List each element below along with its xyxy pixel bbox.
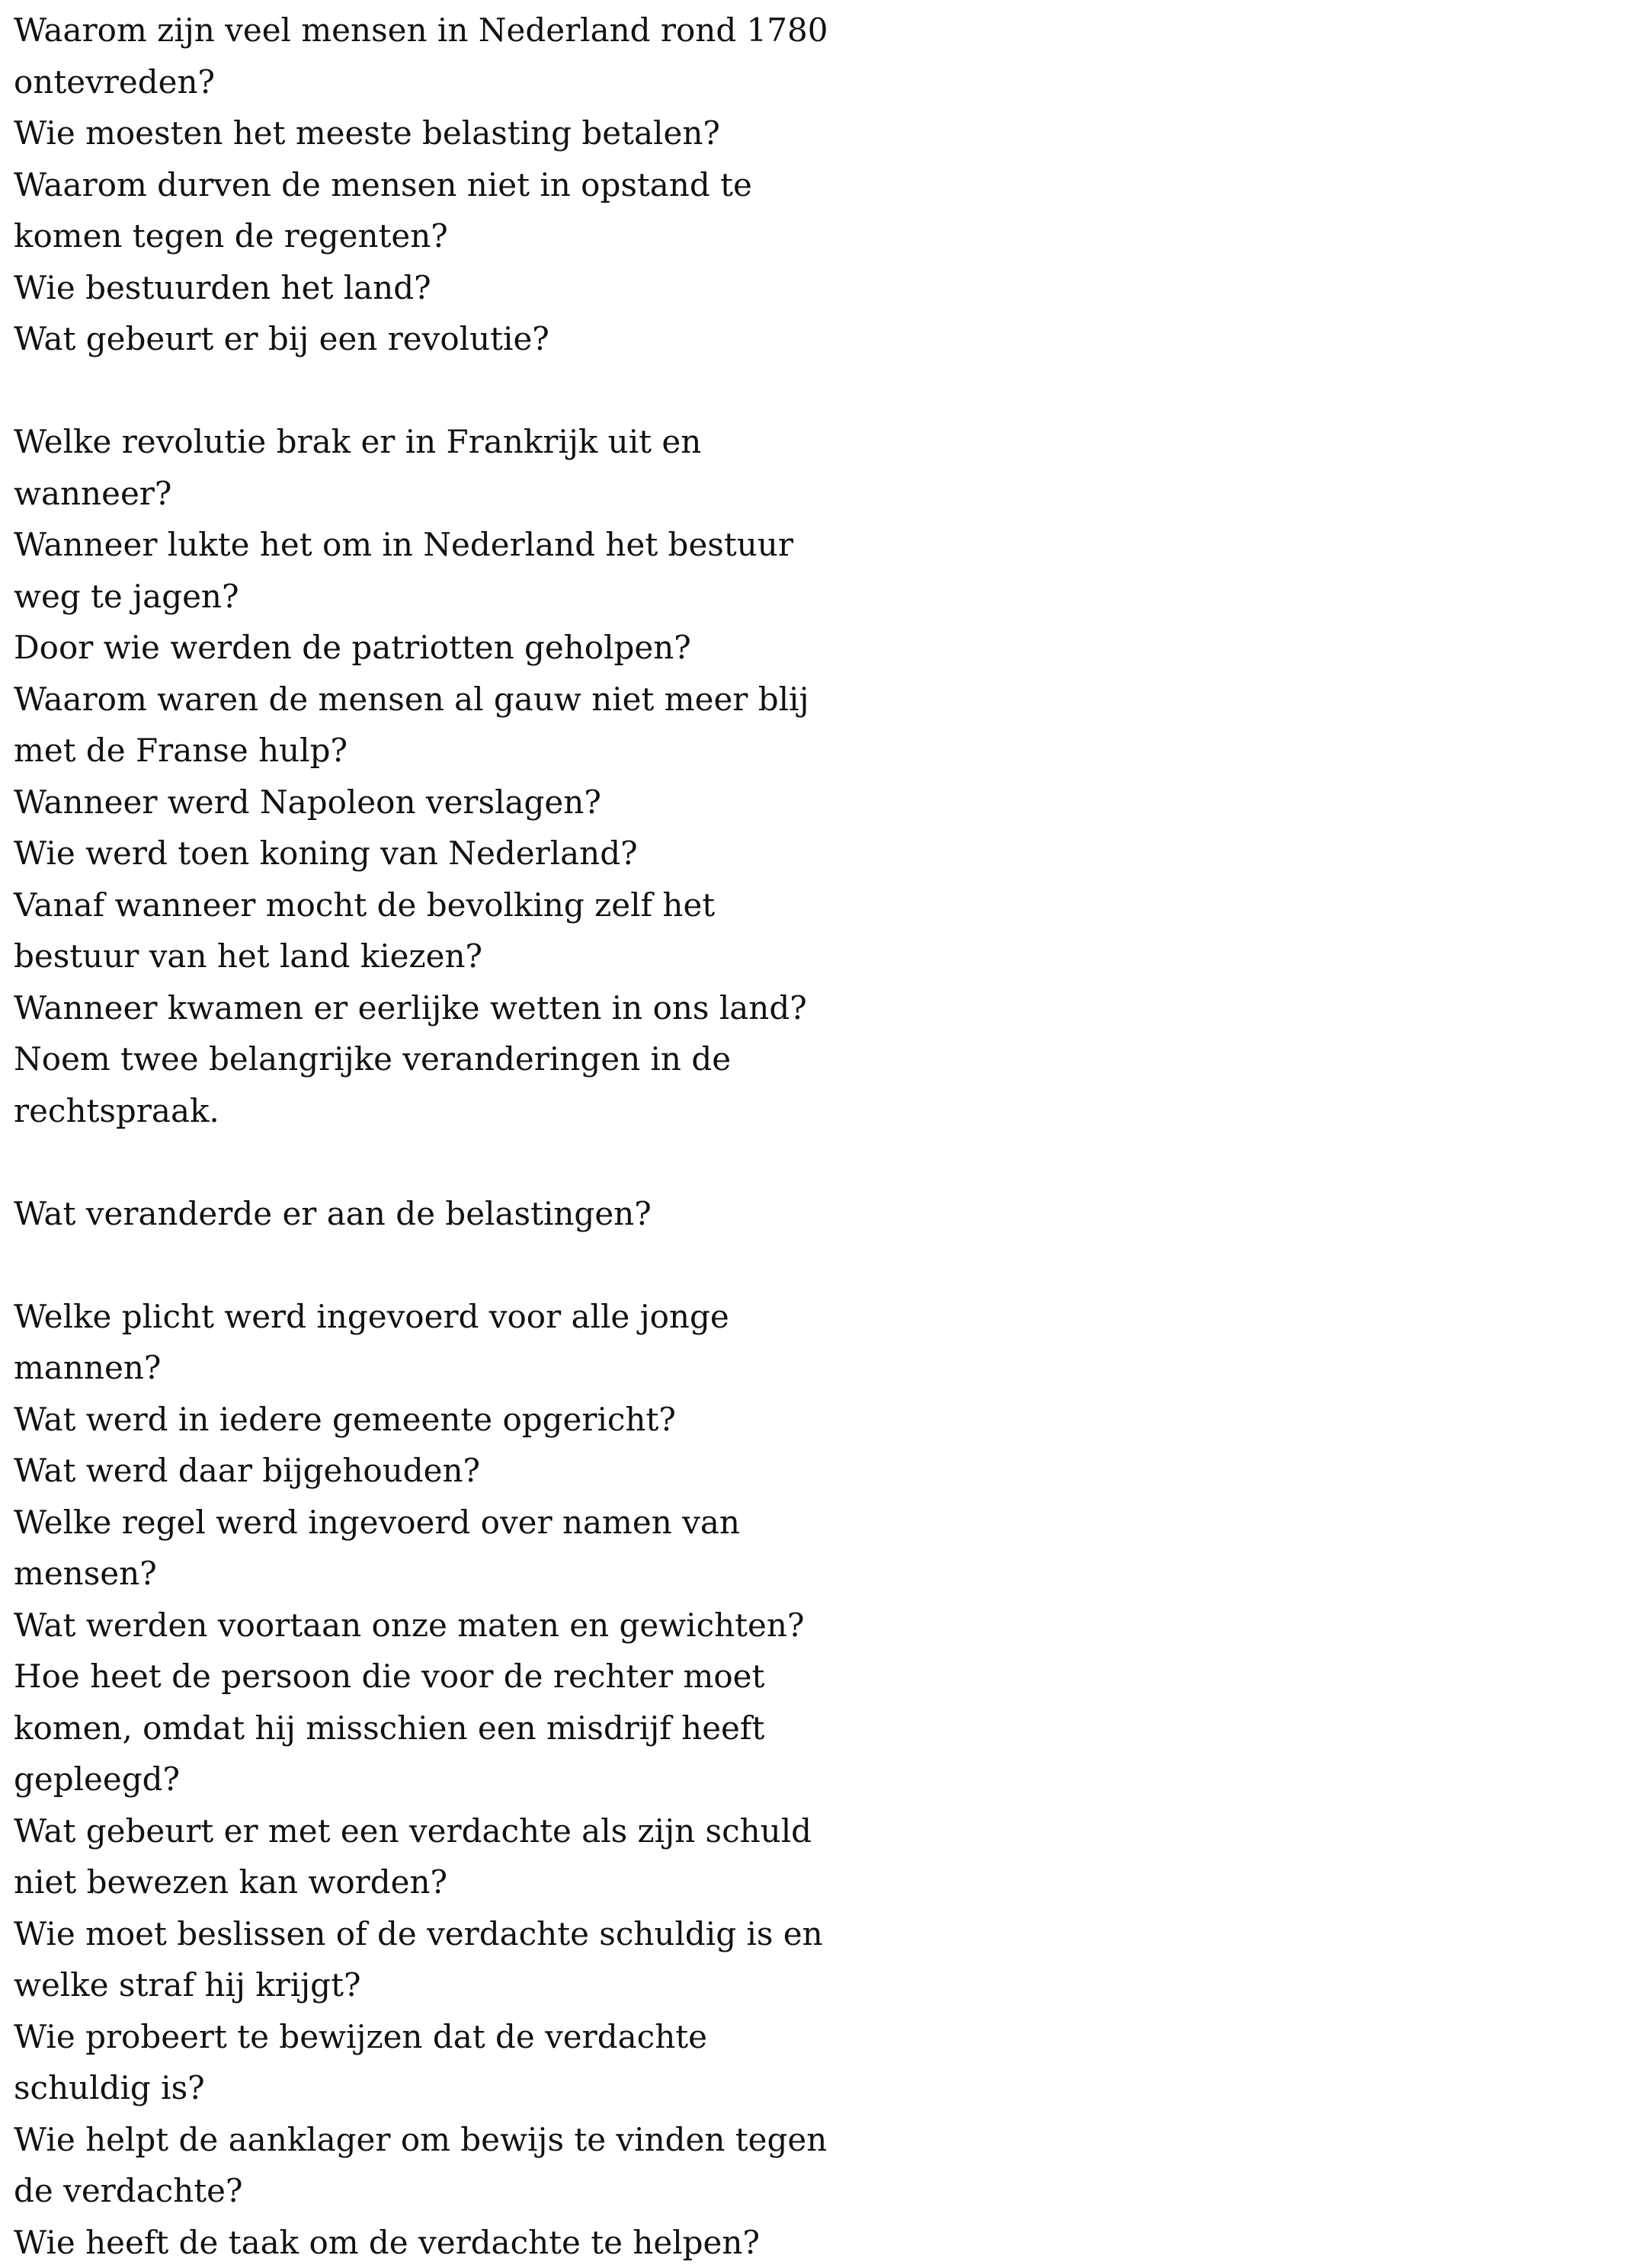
question-line: welke straf hij krijgt? bbox=[14, 1959, 928, 2011]
question-line: Wie werd toen koning van Nederland? bbox=[14, 828, 928, 879]
question-line: Waarom durven de mensen niet in opstand te bbox=[14, 159, 928, 211]
question-line: Welke regel werd ingevoerd over namen van bbox=[14, 1497, 928, 1549]
question-line: mannen? bbox=[14, 1342, 928, 1394]
question-line: Waarom zijn veel mensen in Nederland rond 1780 bbox=[14, 5, 928, 56]
question-line: weg te jagen? bbox=[14, 571, 928, 623]
question-line: Wat werd in iedere gemeente opgericht? bbox=[14, 1394, 928, 1446]
question-line: Wat gebeurt er bij een revolutie? bbox=[14, 313, 928, 365]
question-line: Wat werd daar bijgehouden? bbox=[14, 1445, 928, 1497]
question-line: Wat werden voortaan onze maten en gewichten? bbox=[14, 1600, 928, 1651]
question-line: niet bewezen kan worden? bbox=[14, 1856, 928, 1908]
blank-line bbox=[14, 365, 928, 417]
question-line: Wanneer lukte het om in Nederland het bestuur bbox=[14, 519, 928, 571]
question-line: Welke revolutie brak er in Frankrijk uit en bbox=[14, 416, 928, 468]
question-line: komen tegen de regenten? bbox=[14, 210, 928, 262]
question-line: Wanneer werd Napoleon verslagen? bbox=[14, 777, 928, 828]
question-line: Noem twee belangrijke veranderingen in de bbox=[14, 1033, 928, 1085]
question-line: komen, omdat hij misschien een misdrijf heeft bbox=[14, 1703, 928, 1754]
question-line: schuldig is? bbox=[14, 2062, 928, 2114]
question-list bbox=[14, 5, 928, 2268]
question-line: de verdachte? bbox=[14, 2165, 928, 2217]
question-line: Wanneer kwamen er eerlijke wetten in ons land? bbox=[14, 982, 928, 1034]
question-line: Hoe heet de persoon die voor de rechter moet bbox=[14, 1651, 928, 1703]
question-line: Wie probeert te bewijzen dat de verdachte bbox=[14, 2011, 928, 2063]
question-line: rechtspraak. bbox=[14, 1085, 928, 1137]
question-line: Waarom waren de mensen al gauw niet meer blij bbox=[14, 674, 928, 726]
question-line: Wie moesten het meeste belasting betalen? bbox=[14, 107, 928, 159]
question-line: Door wie werden de patriotten geholpen? bbox=[14, 622, 928, 674]
question-line: ontevreden? bbox=[14, 56, 928, 108]
question-line: bestuur van het land kiezen? bbox=[14, 931, 928, 982]
question-line: Wie bestuurden het land? bbox=[14, 262, 928, 314]
question-line: Wie helpt de aanklager om bewijs te vinden tegen bbox=[14, 2114, 928, 2166]
blank-line bbox=[14, 1239, 928, 1291]
question-line: Wat veranderde er aan de belastingen? bbox=[14, 1188, 928, 1240]
blank-line bbox=[14, 1136, 928, 1188]
question-line: met de Franse hulp? bbox=[14, 725, 928, 777]
question-line: Wie moet beslissen of de verdachte schuldig is en bbox=[14, 1908, 928, 1960]
question-line: Welke plicht werd ingevoerd voor alle jonge bbox=[14, 1291, 928, 1343]
question-line: mensen? bbox=[14, 1548, 928, 1600]
question-line: Vanaf wanneer mocht de bevolking zelf het bbox=[14, 879, 928, 931]
question-line: Wat gebeurt er met een verdachte als zijn schuld bbox=[14, 1805, 928, 1857]
question-line: Wie heeft de taak om de verdachte te helpen? bbox=[14, 2217, 928, 2268]
question-line: wanneer? bbox=[14, 468, 928, 520]
question-line: gepleegd? bbox=[14, 1754, 928, 1805]
